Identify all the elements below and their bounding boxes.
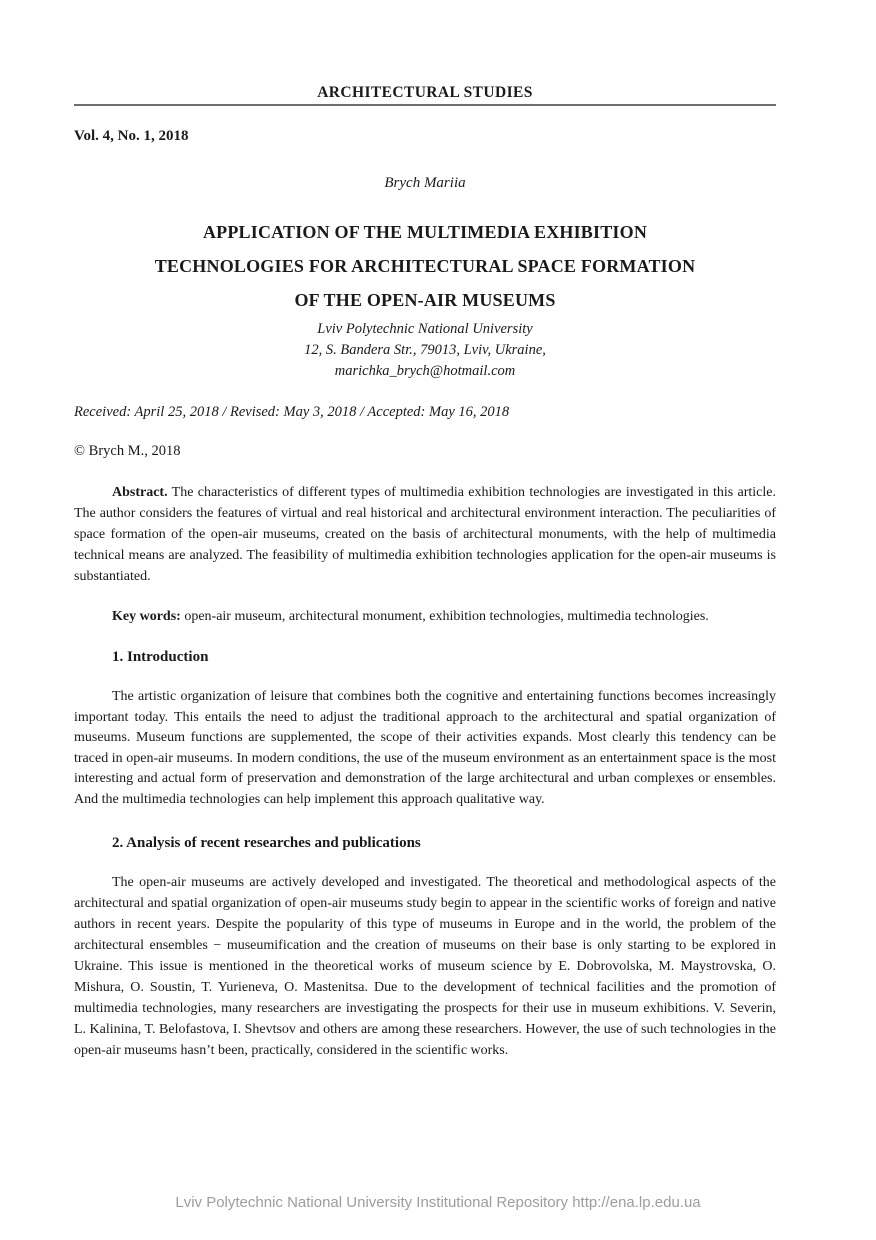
copyright-line: © Brych M., 2018 [74,443,181,459]
section-paragraph-analysis: The open-air museums are actively developed and investigated. The theoretical and methodological aspects of the architectural and spatial organization of open-air museums study begin to appear in the scientific works of foreign and native authors in recent years. Despite the popularity of this type of museums in Europe and in the world, the problem of the architectural ensembles − museumification and the creation of museums on their base is only starting to be explored in Ukraine. This issue is mentioned in the theoretical works of museum science by E. Dobrovolska, M. Maystrovska, O. Mishura, O. Soustin, T. Yurieneva, O. Mastenitsa. Due to the development of technical facilities and the promotion of multimedia technologies, many researchers are investigating the prospects for their use in museum exhibitions. V. Severin, L. Kalinina, T. Belofastova, I. Shevtsov and others are among these researchers. However, the use of such technologies in the open-air museums hasn’t been, practically, considered in the scientific works. [74,874,776,1058]
article-title-line-2: TECHNOLOGIES FOR ARCHITECTURAL SPACE FORMATION [154,256,696,276]
affiliation-email: marichka_brych@hotmail.com [334,363,516,379]
abstract-text: The characteristics of different types of multimedia exhibition technologies are investigated in this article. The author considers the features of virtual and real historical and architectural environment interaction. The peculiarities of space formation of the open-air museums, created on the basis of architectural monuments, with the help of multimedia technical means are analyzed. The feasibility of multimedia exhibition technologies application for the open-air museums is substantiated. [74,485,776,584]
abstract-label: Abstract. [112,485,168,500]
keywords-line [74,606,776,627]
section-paragraph-introduction: The artistic organization of leisure that combines both the cognitive and entertaining functions becomes increasingly important today. This entails the need to adjust the traditional approach to the architectural and spatial organization of museums. Museum functions are supplemented, the scope of their activities expands. Most clearly this tendency can be traced in open-air museums. In modern conditions, the use of the museum environment as an entertainment space is the most interesting and actual form of preservation and demonstration of the large architectural and urban complexes or ensembles. And the multimedia technologies can help implement this approach qualitative way. [74,689,776,807]
keywords-text: open-air museum, architectural monument, exhibition technologies, multimedia technologies. [184,609,709,624]
keywords-label: Key words: [112,609,181,624]
section-heading-analysis: 2. Analysis of recent researches and publications [112,834,421,851]
article-title-line-1: APPLICATION OF THE MULTIMEDIA EXHIBITION [202,222,648,242]
repository-footer: Lviv Polytechnic National University Institutional Repository http://ena.lp.edu.ua [175,1194,701,1211]
page-content [74,0,776,1061]
abstract-paragraph [74,482,776,587]
affiliation-block [74,319,776,382]
volume-issue-line: Vol. 4, No. 1, 2018 [74,128,189,144]
section-heading-introduction: 1. Introduction [112,649,209,665]
affiliation-address: 12, S. Bandera Str., 79013, Lviv, Ukraine, [304,342,546,358]
article-title [74,215,776,317]
dates-line: Received: April 25, 2018 / Revised: May 3, 2018 / Accepted: May 16, 2018 [74,404,510,420]
article-title-line-3: OF THE OPEN-AIR MUSEUMS [294,290,556,310]
author-name: Brych Mariia [384,175,466,191]
journal-title: ARCHITECTURAL STUDIES [317,84,533,101]
journal-header [74,84,776,106]
affiliation-university: Lviv Polytechnic National University [317,321,533,337]
